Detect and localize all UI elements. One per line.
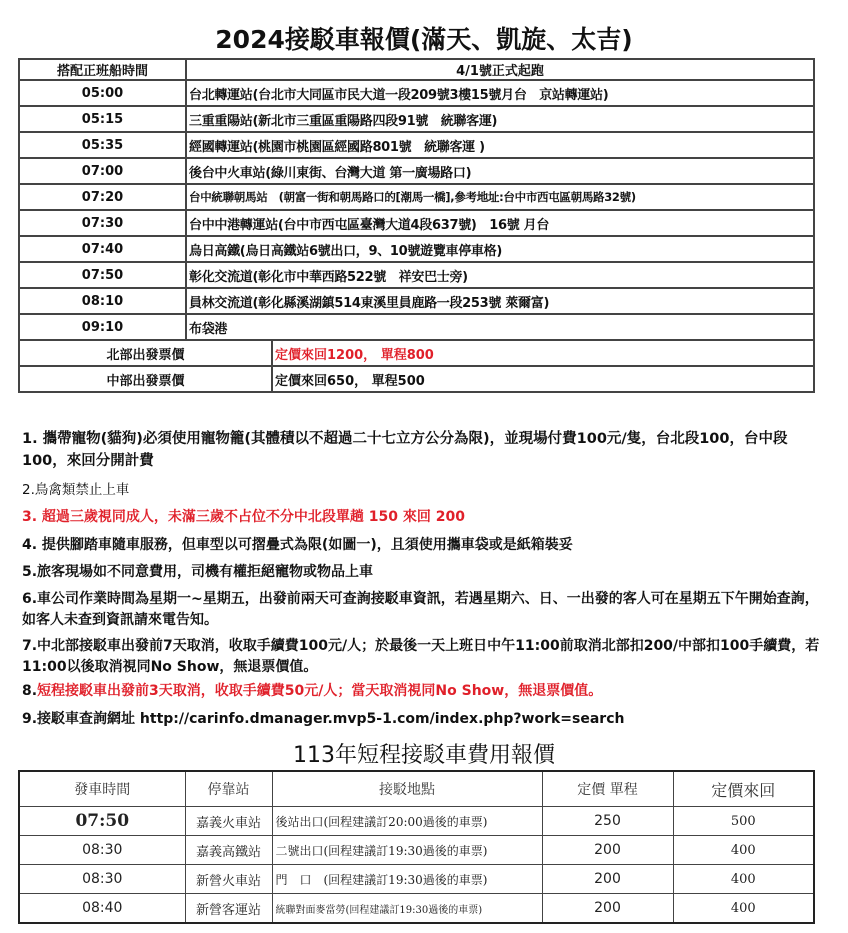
- stop-name: 新營客運站: [185, 894, 272, 924]
- schedule-row: [19, 262, 814, 288]
- pickup-location: 二號出口(回程建議訂19:30過後的車票): [272, 836, 542, 865]
- departure-time: 08:30: [19, 836, 185, 865]
- schedule-table: [18, 58, 815, 393]
- price-row-central: [19, 366, 814, 392]
- short-shuttle-table: [18, 770, 815, 924]
- schedule-stop: 台中中港轉運站(台中市西屯區臺灣大道4段637號) 16號 月台: [186, 210, 814, 236]
- schedule-stop: 台北轉運站(台北市大同區市民大道一段209號3樓15號月台 京站轉運站): [186, 80, 814, 106]
- note-prefix: 8.: [22, 683, 38, 699]
- stop-name: 嘉義火車站: [185, 807, 272, 836]
- price-value: 定價來回650， 單程500: [272, 366, 814, 392]
- table-row: [19, 894, 814, 924]
- header-cell: 停靠站: [185, 771, 272, 807]
- schedule-stop: 三重重陽站(新北市三重區重陽路四段91號 統聯客運): [186, 106, 814, 132]
- schedule-stop: 台中統聯朝馬站 (朝富一街和朝馬路口的[潮馬一橋],參考地址:台中市西屯區朝馬路32號): [186, 184, 814, 210]
- schedule-row: [19, 210, 814, 236]
- note-item: 7.中北部接駁車出發前7天取消，收取手續費100元/人；於最後一天上班日中午11:00前取消北部扣200/中部扣100手續費，若11:00以後取消視同No Show，無退票價值。: [22, 638, 820, 675]
- schedule-row: [19, 80, 814, 106]
- stop-name: 新營火車站: [185, 865, 272, 894]
- header-cell: 發車時間: [19, 771, 185, 807]
- one-way-price: 200: [542, 894, 673, 924]
- departure-time: 08:30: [19, 865, 185, 894]
- note-item: 1. 攜帶寵物(貓狗)必須使用寵物籠(其體積以不超過二十七立方公分為限)，並現場付費100元/隻，台北段100，台中段100，來回分開計費: [22, 431, 788, 469]
- schedule-time: 09:10: [19, 314, 186, 340]
- stop-name: 嘉義高鐵站: [185, 836, 272, 865]
- schedule-time: 08:10: [19, 288, 186, 314]
- header-cell: 定價來回: [673, 771, 814, 807]
- schedule-stop: 員林交流道(彰化縣溪湖鎮514東溪里員鹿路一段253號 萊爾富): [186, 288, 814, 314]
- schedule-time: 07:20: [19, 184, 186, 210]
- schedule-time: 05:35: [19, 132, 186, 158]
- schedule-stop: 經國轉運站(桃園市桃園區經國路801號 統聯客運 ): [186, 132, 814, 158]
- one-way-price: 250: [542, 807, 673, 836]
- note-item: 9.接駁車查詢網址 http://carinfo.dmanager.mvp5-1.com/index.php?work=search: [22, 711, 625, 727]
- note-item: 4. 提供腳踏車隨車服務，但車型以可摺疊式為限(如圖一)，且須使用攜車袋或是紙箱裝妥: [22, 537, 573, 553]
- note-red-text: 短程接駁車出發前3天取消，收取手續費50元/人；當天取消視同No Show，無退票價值。: [37, 683, 603, 699]
- short-table-header: [19, 771, 814, 807]
- one-way-price: 200: [542, 865, 673, 894]
- pickup-location: 門 口 (回程建議訂19:30過後的車票): [272, 865, 542, 894]
- departure-time: 07:50: [19, 807, 185, 836]
- pickup-location: 後站出口(回程建議訂20:00過後的車票): [272, 807, 542, 836]
- price-value: 定價來回1200， 單程800: [272, 340, 814, 366]
- schedule-header-time: 搭配正班船時間: [19, 59, 186, 80]
- schedule-row: [19, 184, 814, 210]
- page-title: 2024接駁車報價(滿天、凱旋、太吉): [215, 25, 633, 54]
- header-cell: 定價 單程: [542, 771, 673, 807]
- schedule-row: [19, 314, 814, 340]
- note-item: 2.鳥禽類禁止上車: [22, 482, 130, 498]
- round-trip-price: 500: [673, 807, 814, 836]
- round-trip-price: 400: [673, 836, 814, 865]
- schedule-stop: 彰化交流道(彰化市中華西路522號 祥安巴士旁): [186, 262, 814, 288]
- schedule-row: [19, 288, 814, 314]
- short-shuttle-title: 113年短程接駁車費用報價: [293, 743, 555, 768]
- round-trip-price: 400: [673, 865, 814, 894]
- pickup-location: 統聯對面麥當勞(回程建議訂19:30過後的車票): [272, 894, 542, 924]
- schedule-time: 07:30: [19, 210, 186, 236]
- schedule-time: 07:00: [19, 158, 186, 184]
- note-item: 3. 超過三歲視同成人，未滿三歲不占位不分中北段單趟 150 來回 200: [22, 509, 466, 525]
- schedule-header-start: 4/1號正式起跑: [186, 59, 814, 80]
- schedule-stop: 布袋港: [186, 314, 814, 340]
- schedule-row: [19, 158, 814, 184]
- header-cell: 接駁地點: [272, 771, 542, 807]
- price-row-north: [19, 340, 814, 366]
- schedule-time: 07:40: [19, 236, 186, 262]
- price-label: 北部出發票價: [19, 340, 272, 366]
- departure-time: 08:40: [19, 894, 185, 924]
- schedule-header-row: [19, 59, 814, 80]
- table-row: [19, 807, 814, 836]
- schedule-time: 07:50: [19, 262, 186, 288]
- one-way-price: 200: [542, 836, 673, 865]
- schedule-row: [19, 106, 814, 132]
- schedule-time: 05:15: [19, 106, 186, 132]
- schedule-row: [19, 236, 814, 262]
- note-item: [22, 681, 822, 702]
- table-row: [19, 836, 814, 865]
- note-item: 5.旅客現場如不同意費用，司機有權拒絕寵物或物品上車: [22, 564, 374, 580]
- schedule-time: 05:00: [19, 80, 186, 106]
- table-row: [19, 865, 814, 894]
- schedule-stop: 後台中火車站(綠川東街、台灣大道 第一廣場路口): [186, 158, 814, 184]
- schedule-stop: 烏日高鐵(烏日高鐵站6號出口，9、10號遊覽車停車格): [186, 236, 814, 262]
- schedule-row: [19, 132, 814, 158]
- round-trip-price: 400: [673, 894, 814, 924]
- price-label: 中部出發票價: [19, 366, 272, 392]
- note-item: 6.車公司作業時間為星期一~星期五，出發前兩天可查詢接駁車資訊，若遇星期六、日、一出發的客人可在星期五下午開始查詢，如客人未查到資訊請來電告知。: [22, 591, 819, 628]
